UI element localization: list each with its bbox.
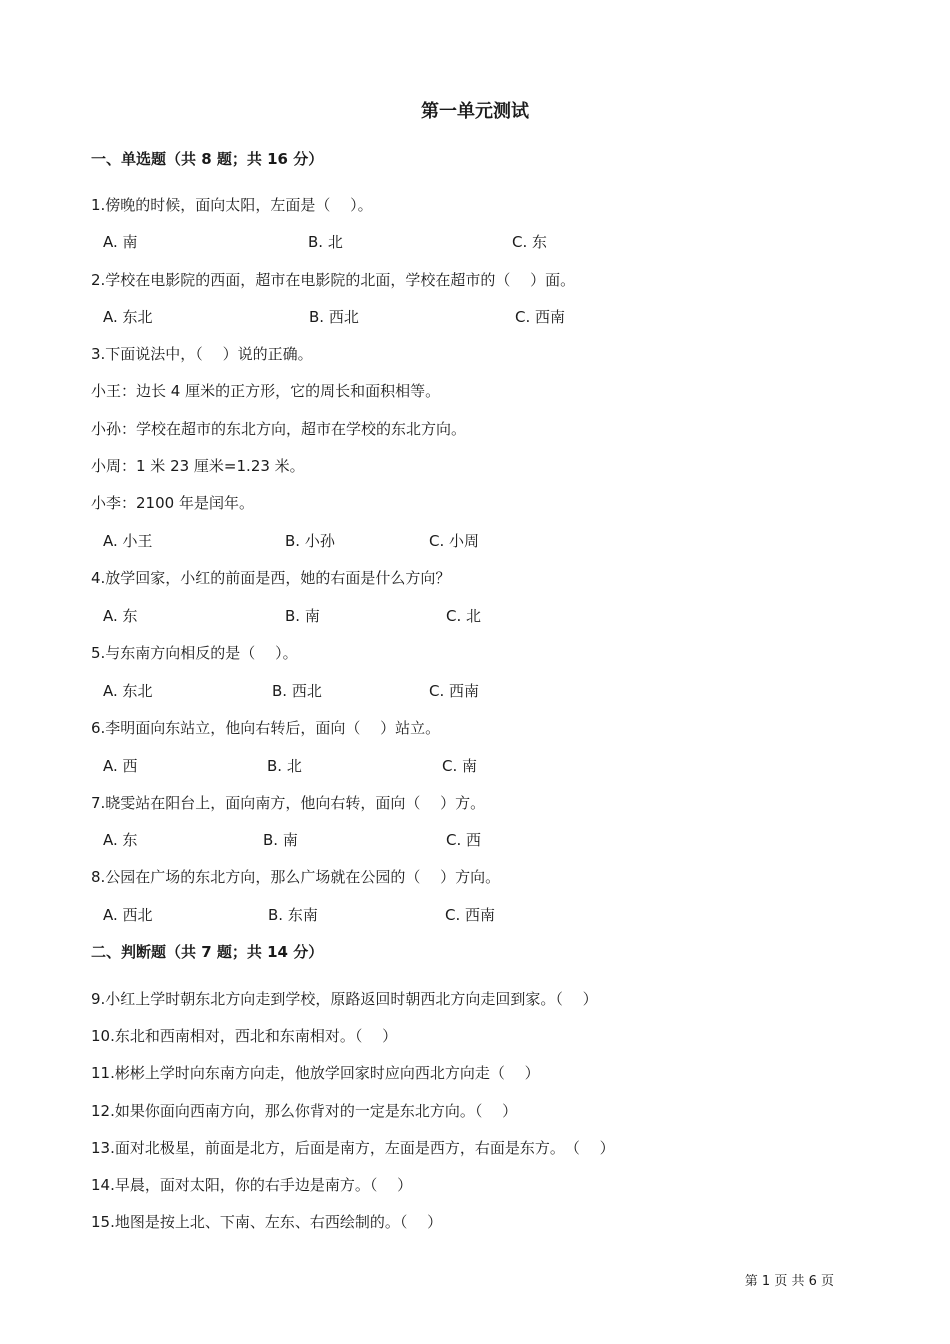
page-number: 第 1 页 共 6 页 bbox=[744, 1274, 834, 1289]
q6-option-a: A. 西 bbox=[103, 757, 138, 775]
question-6: 6.李明面向东站立，他向右转后，面向（ ）站立。 bbox=[91, 719, 441, 737]
q3-option-b: B. 小孙 bbox=[285, 532, 335, 550]
question-14: 14.早晨，面对太阳，你的右手边是南方。（ ） bbox=[91, 1176, 413, 1194]
question-8: 8.公园在广场的东北方向，那么广场就在公园的（ ）方向。 bbox=[91, 868, 501, 886]
q5-option-b: B. 西北 bbox=[272, 682, 322, 700]
q3-option-a: A. 小王 bbox=[103, 532, 153, 550]
q4-option-a: A. 东 bbox=[103, 607, 138, 625]
q3-option-c: C. 小周 bbox=[429, 532, 480, 550]
q3-statement: 小孙：学校在超市的东北方向，超市在学校的东北方向。 bbox=[91, 420, 467, 438]
section-heading-single-choice: 一、单选题（共 8 题；共 16 分） bbox=[91, 150, 324, 168]
q6-option-c: C. 南 bbox=[442, 757, 478, 775]
q4-option-c: C. 北 bbox=[446, 607, 482, 625]
question-7: 7.晓雯站在阳台上，面向南方，他向右转，面向（ ）方。 bbox=[91, 794, 486, 812]
q3-statement: 小王：边长 4 厘米的正方形，它的周长和面积相等。 bbox=[91, 382, 441, 400]
q7-option-b: B. 南 bbox=[263, 831, 298, 849]
q8-option-c: C. 西南 bbox=[445, 906, 496, 924]
q6-option-b: B. 北 bbox=[267, 757, 302, 775]
q3-statement: 小周：1 米 23 厘米=1.23 米。 bbox=[91, 457, 305, 475]
q1-option-b: B. 北 bbox=[308, 233, 343, 251]
question-11: 11.彬彬上学时向东南方向走，他放学回家时应向西北方向走（ ） bbox=[91, 1064, 540, 1082]
q8-option-a: A. 西北 bbox=[103, 906, 153, 924]
q3-statement: 小李：2100 年是闰年。 bbox=[91, 494, 254, 512]
q7-option-a: A. 东 bbox=[103, 831, 138, 849]
q8-option-b: B. 东南 bbox=[268, 906, 318, 924]
q2-option-c: C. 西南 bbox=[515, 308, 566, 326]
question-4: 4.放学回家，小红的前面是西，她的右面是什么方向？ bbox=[91, 569, 451, 587]
q2-option-b: B. 西北 bbox=[309, 308, 359, 326]
q7-option-c: C. 西 bbox=[446, 831, 482, 849]
question-15: 15.地图是按上北、下南、左东、右西绘制的。（ ） bbox=[91, 1213, 443, 1231]
question-3: 3.下面说法中，（ ）说的正确。 bbox=[91, 345, 313, 363]
q1-option-a: A. 南 bbox=[103, 233, 138, 251]
question-1: 1.傍晚的时候，面向太阳，左面是（ ）。 bbox=[91, 196, 373, 214]
q5-option-c: C. 西南 bbox=[429, 682, 480, 700]
q2-option-a: A. 东北 bbox=[103, 308, 153, 326]
question-9: 9.小红上学时朝东北方向走到学校，原路返回时朝西北方向走回到家。（ ） bbox=[91, 990, 598, 1008]
question-5: 5.与东南方向相反的是（ ）。 bbox=[91, 644, 298, 662]
section-heading-true-false: 二、判断题（共 7 题；共 14 分） bbox=[91, 943, 324, 961]
q5-option-a: A. 东北 bbox=[103, 682, 153, 700]
question-10: 10.东北和西南相对，西北和东南相对。（ ） bbox=[91, 1027, 398, 1045]
q4-option-b: B. 南 bbox=[285, 607, 320, 625]
page-title: 第一单元测试 bbox=[421, 101, 529, 122]
question-12: 12.如果你面向西南方向，那么你背对的一定是东北方向。（ ） bbox=[91, 1102, 518, 1120]
q1-option-c: C. 东 bbox=[512, 233, 548, 251]
question-2: 2.学校在电影院的西面，超市在电影院的北面，学校在超市的（ ）面。 bbox=[91, 271, 576, 289]
question-13: 13.面对北极星，前面是北方，后面是南方，左面是西方，右面是东方。 （ ） bbox=[91, 1139, 615, 1157]
